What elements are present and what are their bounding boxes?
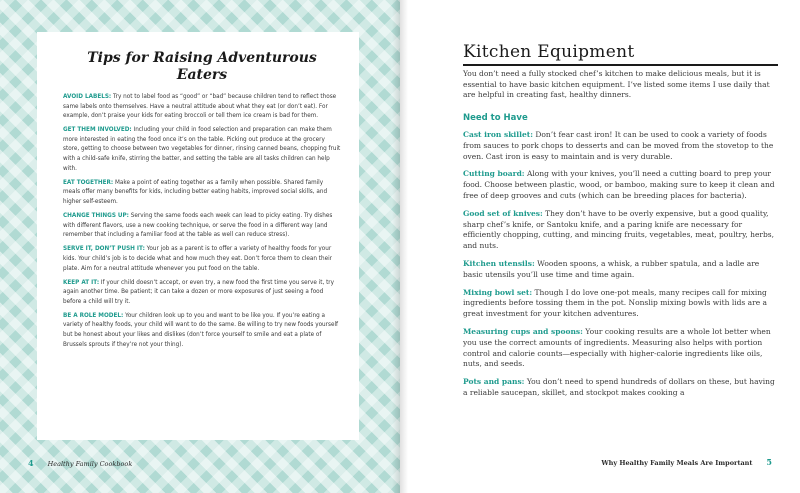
- book-gutter: [392, 0, 408, 493]
- equipment-item-heading: Good set of knives:: [463, 208, 543, 218]
- equipment-item-heading: Cutting board:: [463, 169, 525, 179]
- tip-paragraph: [63, 93, 341, 122]
- title-rule: [463, 64, 778, 66]
- tip-paragraph-heading: GET THEM INVOLVED:: [63, 127, 132, 134]
- equipment-item-heading: Cast iron skillet:: [463, 130, 533, 139]
- tip-paragraph-text: Try not to label food as “good” or “bad” because children tend to reflect those same labels onto themselves. Have a neutral attitude about what they eat (or don’t eat). For example, don’t praise your kids for eating broccoli or tell them ice cream is bad for them.: [63, 94, 337, 120]
- tip-paragraph: [63, 212, 341, 241]
- tips-box: [37, 32, 359, 440]
- subheading: Need to Have: [463, 113, 528, 123]
- equipment-item: [463, 259, 781, 281]
- left-running-head: Healthy Family Cookbook: [47, 460, 133, 468]
- right-page-number: 5: [766, 457, 772, 467]
- section-title: Kitchen Equipment: [463, 42, 635, 62]
- tip-paragraph-heading: EAT TOGETHER:: [63, 179, 114, 186]
- equipment-item-text: Along with your knives, you’ll need a cutting board to prep your food. Choose between plastic, wood, or bamboo, making sure to keep it clean and free of deep grooves and cuts (which can be breeding places for bacteria).: [463, 169, 775, 200]
- tip-paragraph-heading: AVOID LABELS:: [63, 94, 112, 100]
- equipment-item-text: Your cooking results are a whole lot better when you use the correct amounts of ingredients. Measuring also helps with portion control and calorie counts—especially with higher-calorie ingredients like oils, nuts, and seeds.: [463, 326, 771, 369]
- equipment-item-heading: Measuring cups and spoons:: [463, 326, 583, 336]
- tip-paragraph: [63, 312, 341, 350]
- intro-paragraph: You don’t need a fully stocked chef’s kitchen to make delicious meals, but it is essential to have basic kitchen equipment. I’ve listed some items I use daily that are helpful in creating fast, healthy dinners.: [463, 69, 770, 100]
- equipment-list: [463, 130, 781, 406]
- left-footer: [28, 458, 132, 468]
- equipment-item: [463, 130, 781, 162]
- equipment-item: [463, 169, 781, 201]
- right-page: [408, 0, 800, 493]
- equipment-item-text: Don’t fear cast iron! It can be used to cook a variety of foods from sauces to pork chops to desserts and can be moved from the stovetop to the oven. Cast iron is easy to maintain and is very durable.: [463, 130, 774, 161]
- left-page-number: 4: [28, 458, 34, 468]
- equipment-item-text: Though I do love one-pot meals, many recipes call for mixing ingredients before tossing them in the pot. Nonslip mixing bowls with lids are a great investment for your kitchen adventures.: [463, 287, 767, 319]
- right-running-head: Why Healthy Family Meals Are Important: [601, 459, 753, 467]
- equipment-item: [463, 377, 781, 399]
- tip-paragraph-heading: KEEP AT IT:: [63, 279, 100, 286]
- equipment-item: [463, 209, 781, 252]
- tips-box-title: Tips for Raising Adventurous Eaters: [87, 50, 317, 83]
- equipment-item-heading: Kitchen utensils:: [463, 258, 535, 268]
- tip-paragraph-text: Your children look up to you and want to be like you. If you’re eating a variety of healthy foods, your child will want to do the same. Be willing to try new foods yourself but be honest about your likes and dislikes (don’t force yourself to smile and eat a plate of Brussels sprouts if they’re not your thing).: [63, 312, 339, 348]
- equipment-item-heading: Pots and pans:: [463, 377, 525, 387]
- tip-paragraph-text: Make a point of eating together as a family when possible. Shared family meals offer many benefits for kids, including better eating habits, improved social skills, and higher self-esteem.: [63, 179, 328, 205]
- tip-paragraph: [63, 279, 341, 308]
- equipment-item: [463, 327, 781, 370]
- tip-paragraph: [63, 126, 341, 174]
- equipment-item-heading: Mixing bowl set:: [463, 287, 533, 297]
- equipment-item-text: They don’t have to be overly expensive, but a good quality, sharp chef’s knife, or Santoku knife, and a paring knife are necessary for efficiently chopping, cutting, and mincing fruits, vegetables, meat, poultry, herbs, and nuts.: [463, 208, 775, 251]
- tip-paragraph-heading: BE A ROLE MODEL:: [63, 312, 124, 319]
- tip-paragraph-text: Your job as a parent is to offer a variety of healthy foods for your kids. Your child’s job is to decide what and how much they eat. Don’t force them to clean their plate. Aim for a neutral attitude whenever you put food on the table.: [63, 246, 333, 272]
- equipment-item-text: Wooden spoons, a whisk, a rubber spatula, and a ladle are basic utensils you’ll use time and time again.: [463, 258, 760, 279]
- tip-paragraph-text: If your child doesn’t accept, or even try, a new food the first time you serve it, try again another time. Be patient; it can take a dozen or more exposures of just seeing a food before a child will try it.: [63, 279, 335, 305]
- tip-paragraph-heading: SERVE IT, DON’T PUSH IT:: [63, 246, 145, 253]
- equipment-item-text: You don’t need to spend hundreds of dollars on these, but having a reliable saucepan, skillet, and stockpot makes cooking a: [463, 377, 775, 397]
- tip-paragraph-heading: CHANGE THINGS UP:: [63, 213, 129, 220]
- tip-paragraph-text: Including your child in food selection and preparation can make them more interested in eating the food once it’s on the table. Picking out produce at the grocery store, getting to choose between two vegetables for dinner, rinsing canned beans, chopping fruit with a child-safe knife, stirring the batter, and setting the table are all tasks children can help with.: [63, 127, 341, 172]
- equipment-item: [463, 288, 781, 320]
- tips-list: [63, 93, 341, 350]
- tip-paragraph: [63, 245, 341, 274]
- tip-paragraph-text: Serving the same foods each week can lead to picky eating. Try dishes with different flavors, use a new cooking technique, or serve the food in a different way (and remember that including a familiar food at the table as well can reduce stress).: [63, 213, 333, 239]
- right-footer: [601, 457, 772, 467]
- tip-paragraph: [63, 179, 341, 208]
